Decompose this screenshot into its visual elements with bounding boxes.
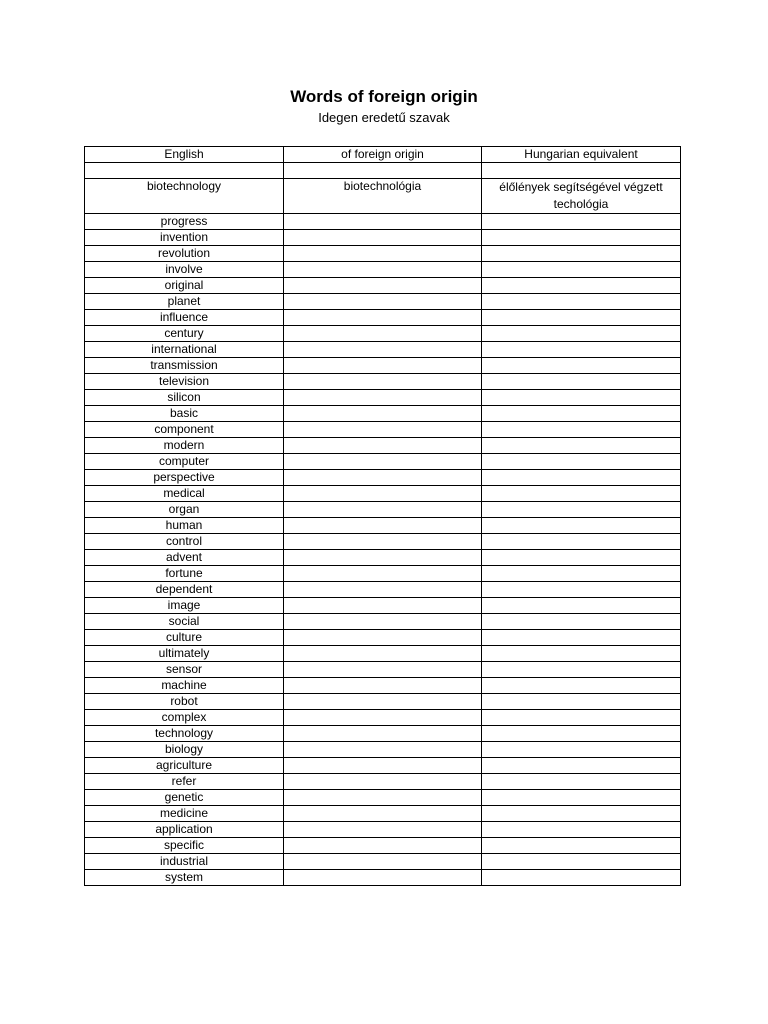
word-hungarian-blank: [482, 374, 681, 390]
word-hungarian-blank: [482, 390, 681, 406]
word-row: [85, 822, 681, 838]
word-foreign-blank: [284, 742, 482, 758]
word-hungarian-blank: [482, 342, 681, 358]
word-foreign-blank: [284, 822, 482, 838]
word-foreign-blank: [284, 854, 482, 870]
blank-cell: [482, 163, 681, 179]
word-row: [85, 806, 681, 822]
example-english: biotechnology: [85, 179, 284, 214]
word-hungarian-blank: [482, 246, 681, 262]
word-row: [85, 294, 681, 310]
word-foreign-blank: [284, 646, 482, 662]
word-english: invention: [85, 230, 284, 246]
document-title: Words of foreign origin: [290, 87, 478, 106]
word-hungarian-blank: [482, 310, 681, 326]
word-hungarian-blank: [482, 486, 681, 502]
word-foreign-blank: [284, 390, 482, 406]
word-english: international: [85, 342, 284, 358]
word-foreign-blank: [284, 518, 482, 534]
word-hungarian-blank: [482, 710, 681, 726]
word-row: [85, 694, 681, 710]
word-row: [85, 214, 681, 230]
word-english: agriculture: [85, 758, 284, 774]
word-english: century: [85, 326, 284, 342]
word-foreign-blank: [284, 438, 482, 454]
word-row: [85, 582, 681, 598]
word-english: technology: [85, 726, 284, 742]
word-row: [85, 486, 681, 502]
word-row: [85, 390, 681, 406]
blank-cell: [85, 163, 284, 179]
word-hungarian-blank: [482, 278, 681, 294]
word-row: [85, 790, 681, 806]
word-foreign-blank: [284, 294, 482, 310]
word-hungarian-blank: [482, 566, 681, 582]
word-hungarian-blank: [482, 742, 681, 758]
word-row: [85, 502, 681, 518]
word-english: specific: [85, 838, 284, 854]
word-row: [85, 454, 681, 470]
word-row: [85, 774, 681, 790]
document-subtitle: Idegen eredetű szavak: [318, 110, 450, 125]
word-foreign-blank: [284, 694, 482, 710]
word-english: ultimately: [85, 646, 284, 662]
word-english: image: [85, 598, 284, 614]
word-hungarian-blank: [482, 694, 681, 710]
word-english: culture: [85, 630, 284, 646]
word-foreign-blank: [284, 246, 482, 262]
word-hungarian-blank: [482, 598, 681, 614]
word-row: [85, 374, 681, 390]
word-hungarian-blank: [482, 646, 681, 662]
word-row: [85, 630, 681, 646]
word-english: silicon: [85, 390, 284, 406]
word-row: [85, 614, 681, 630]
word-foreign-blank: [284, 502, 482, 518]
word-row: [85, 326, 681, 342]
word-english: perspective: [85, 470, 284, 486]
word-hungarian-blank: [482, 518, 681, 534]
word-foreign-blank: [284, 838, 482, 854]
word-row: [85, 470, 681, 486]
word-row: [85, 342, 681, 358]
word-hungarian-blank: [482, 214, 681, 230]
word-row: [85, 870, 681, 886]
word-hungarian-blank: [482, 870, 681, 886]
word-hungarian-blank: [482, 230, 681, 246]
word-row: [85, 646, 681, 662]
word-foreign-blank: [284, 678, 482, 694]
word-foreign-blank: [284, 214, 482, 230]
word-hungarian-blank: [482, 294, 681, 310]
word-english: basic: [85, 406, 284, 422]
word-english: complex: [85, 710, 284, 726]
word-foreign-blank: [284, 374, 482, 390]
word-hungarian-blank: [482, 758, 681, 774]
word-english: modern: [85, 438, 284, 454]
word-foreign-blank: [284, 342, 482, 358]
word-row: [85, 726, 681, 742]
word-foreign-blank: [284, 422, 482, 438]
word-row: [85, 246, 681, 262]
word-foreign-blank: [284, 326, 482, 342]
word-row: [85, 438, 681, 454]
word-foreign-blank: [284, 630, 482, 646]
word-hungarian-blank: [482, 406, 681, 422]
word-foreign-blank: [284, 454, 482, 470]
word-row: [85, 710, 681, 726]
word-row: [85, 662, 681, 678]
word-foreign-blank: [284, 726, 482, 742]
word-hungarian-blank: [482, 854, 681, 870]
word-english: medicine: [85, 806, 284, 822]
word-english: system: [85, 870, 284, 886]
word-row: [85, 550, 681, 566]
word-hungarian-blank: [482, 262, 681, 278]
word-row: [85, 262, 681, 278]
word-hungarian-blank: [482, 726, 681, 742]
word-hungarian-blank: [482, 326, 681, 342]
word-english: influence: [85, 310, 284, 326]
word-row: [85, 534, 681, 550]
word-row: [85, 406, 681, 422]
word-row: [85, 278, 681, 294]
word-foreign-blank: [284, 534, 482, 550]
word-english: robot: [85, 694, 284, 710]
word-foreign-blank: [284, 662, 482, 678]
vocabulary-table: [84, 146, 681, 886]
blank-cell: [284, 163, 482, 179]
word-hungarian-blank: [482, 358, 681, 374]
word-row: [85, 854, 681, 870]
blank-row: [85, 163, 681, 179]
word-english: original: [85, 278, 284, 294]
example-row: [85, 179, 681, 214]
word-english: component: [85, 422, 284, 438]
word-hungarian-blank: [482, 630, 681, 646]
word-english: biology: [85, 742, 284, 758]
word-foreign-blank: [284, 806, 482, 822]
word-foreign-blank: [284, 470, 482, 486]
word-foreign-blank: [284, 278, 482, 294]
word-row: [85, 310, 681, 326]
word-foreign-blank: [284, 758, 482, 774]
word-foreign-blank: [284, 566, 482, 582]
word-foreign-blank: [284, 790, 482, 806]
word-hungarian-blank: [482, 806, 681, 822]
word-row: [85, 518, 681, 534]
word-english: planet: [85, 294, 284, 310]
word-foreign-blank: [284, 310, 482, 326]
word-hungarian-blank: [482, 454, 681, 470]
word-hungarian-blank: [482, 534, 681, 550]
word-hungarian-blank: [482, 822, 681, 838]
word-english: genetic: [85, 790, 284, 806]
header-foreign-origin: of foreign origin: [284, 147, 482, 163]
header-hungarian-equivalent: Hungarian equivalent: [482, 147, 681, 163]
word-english: fortune: [85, 566, 284, 582]
word-row: [85, 566, 681, 582]
example-foreign: biotechnológia: [284, 179, 482, 214]
word-english: human: [85, 518, 284, 534]
word-english: involve: [85, 262, 284, 278]
word-hungarian-blank: [482, 550, 681, 566]
word-hungarian-blank: [482, 438, 681, 454]
word-foreign-blank: [284, 774, 482, 790]
word-foreign-blank: [284, 710, 482, 726]
word-english: organ: [85, 502, 284, 518]
word-row: [85, 598, 681, 614]
word-english: revolution: [85, 246, 284, 262]
word-english: television: [85, 374, 284, 390]
word-row: [85, 230, 681, 246]
example-hungarian: élőlények segítségével végzett techológia: [482, 179, 681, 214]
word-row: [85, 758, 681, 774]
word-english: refer: [85, 774, 284, 790]
word-row: [85, 838, 681, 854]
word-foreign-blank: [284, 230, 482, 246]
word-foreign-blank: [284, 582, 482, 598]
word-foreign-blank: [284, 358, 482, 374]
word-hungarian-blank: [482, 422, 681, 438]
word-hungarian-blank: [482, 790, 681, 806]
word-english: progress: [85, 214, 284, 230]
word-hungarian-blank: [482, 678, 681, 694]
word-row: [85, 358, 681, 374]
word-foreign-blank: [284, 550, 482, 566]
word-foreign-blank: [284, 870, 482, 886]
word-foreign-blank: [284, 598, 482, 614]
word-english: industrial: [85, 854, 284, 870]
word-foreign-blank: [284, 486, 482, 502]
word-english: sensor: [85, 662, 284, 678]
word-hungarian-blank: [482, 502, 681, 518]
header-english: English: [85, 147, 284, 163]
word-foreign-blank: [284, 406, 482, 422]
word-english: control: [85, 534, 284, 550]
word-row: [85, 742, 681, 758]
word-english: medical: [85, 486, 284, 502]
word-english: dependent: [85, 582, 284, 598]
word-hungarian-blank: [482, 774, 681, 790]
word-english: machine: [85, 678, 284, 694]
word-row: [85, 422, 681, 438]
word-english: computer: [85, 454, 284, 470]
word-english: transmission: [85, 358, 284, 374]
word-english: social: [85, 614, 284, 630]
word-english: advent: [85, 550, 284, 566]
word-hungarian-blank: [482, 662, 681, 678]
word-english: application: [85, 822, 284, 838]
word-foreign-blank: [284, 262, 482, 278]
word-row: [85, 678, 681, 694]
word-hungarian-blank: [482, 470, 681, 486]
word-hungarian-blank: [482, 838, 681, 854]
word-hungarian-blank: [482, 582, 681, 598]
word-foreign-blank: [284, 614, 482, 630]
header-row: [85, 147, 681, 163]
word-hungarian-blank: [482, 614, 681, 630]
